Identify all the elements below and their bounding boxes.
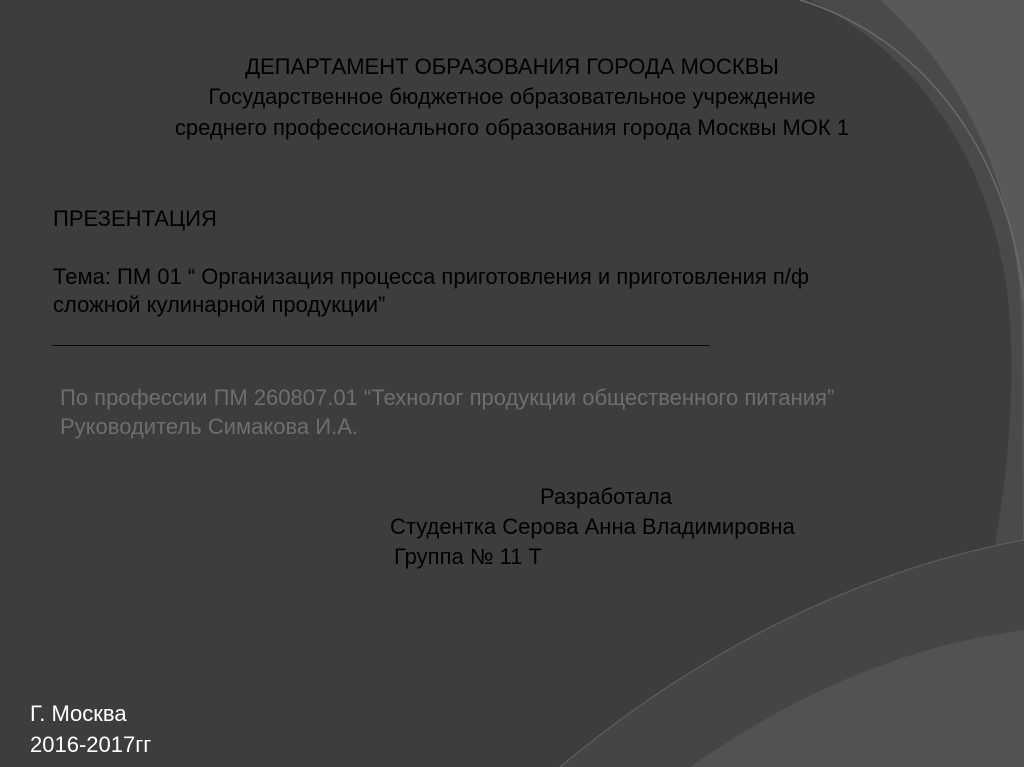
author-group: Группа № 11 Т [394, 544, 542, 569]
header-department: ДЕПАРТАМЕНТ ОБРАЗОВАНИЯ ГОРОДА МОСКВЫ [245, 54, 779, 79]
footer-city: Г. Москва [30, 701, 127, 726]
supervisor-line: Руководитель Симакова И.А. [60, 414, 358, 439]
footer-years: 2016-2017гг [30, 732, 152, 757]
topic-line-1: Тема: ПМ 01 “ Организация процесса приготовления и приготовления п/ф [53, 264, 809, 289]
header-institution: Государственное бюджетное образовательное учреждение [208, 84, 816, 109]
author-name: Студентка Серова Анна Владимировна [390, 514, 795, 539]
header-institution-detail: среднего профессионального образования города Москвы МОК 1 [174, 115, 850, 140]
topic-line-2: сложной кулинарной продукции” [53, 292, 386, 317]
profession-line: По профессии ПМ 260807.01 “Технолог продукции общественного питания” [60, 385, 835, 410]
author-label: Разработала [540, 484, 672, 509]
divider-line [52, 345, 710, 346]
presentation-label: ПРЕЗЕНТАЦИЯ [53, 206, 217, 231]
